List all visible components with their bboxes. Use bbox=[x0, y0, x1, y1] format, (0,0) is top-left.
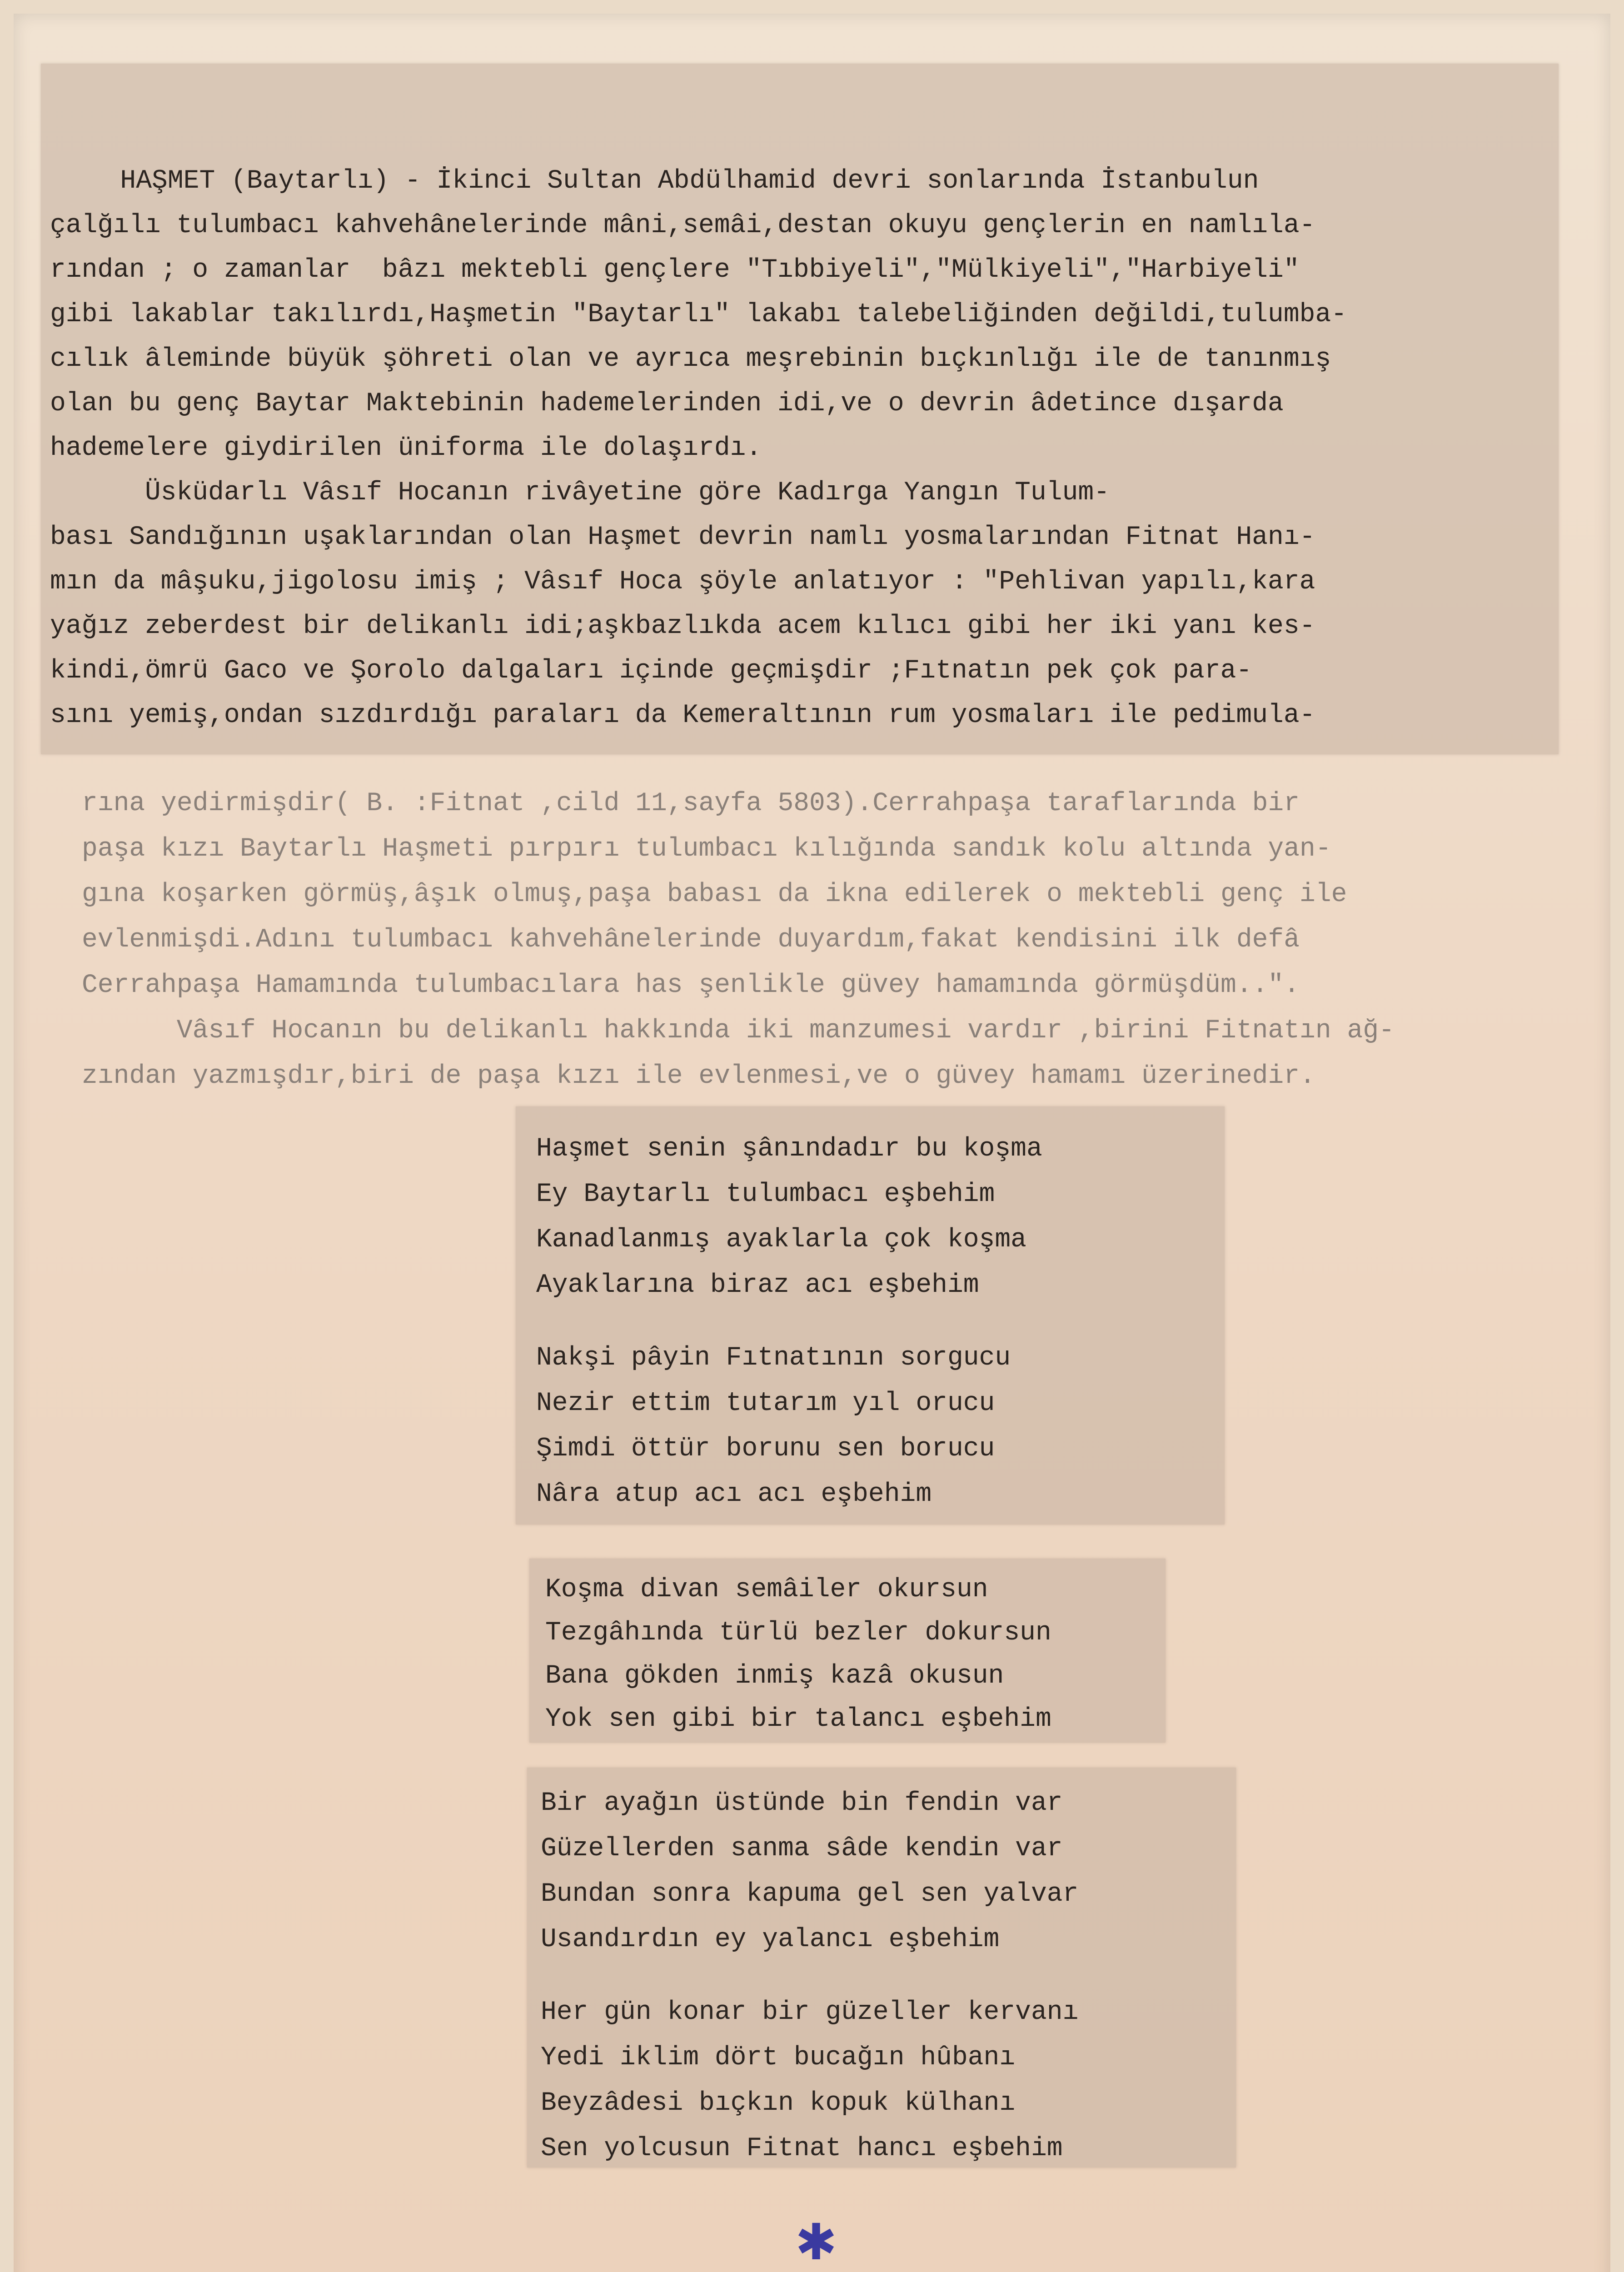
verse-line: Bundan sonra kapuma gel sen yalvar bbox=[541, 1879, 1079, 1909]
text-line: mın da mâşuku,jigolosu imiş ; Vâsıf Hoca şöyle anlatıyor : "Pehlivan yapılı,kara bbox=[50, 567, 1315, 597]
text-line: kindi,ömrü Gaco ve Şorolo dalgaları içinde geçmişdir ;Fıtnatın pek çok para- bbox=[50, 656, 1252, 686]
text-line: Üsküdarlı Vâsıf Hocanın rivâyetine göre Kadırga Yangın Tulum- bbox=[50, 478, 1110, 508]
text-line: rından ; o zamanlar bâzı mektebli gençlere "Tıbbiyeli","Mülkiyeli","Harbiyeli" bbox=[50, 255, 1300, 285]
verse-line: Yok sen gibi bir talancı eşbehim bbox=[545, 1704, 1051, 1734]
text-line: Cerrahpaşa Hamamında tulumbacılara has şenlikle güvey hamamında görmüşdüm..". bbox=[82, 971, 1300, 1000]
verse-line: Bana gökden inmiş kazâ okusun bbox=[545, 1661, 1004, 1691]
verse-line: Bir ayağın üstünde bin fendin var bbox=[541, 1789, 1063, 1818]
verse-line: Nâra atup acı acı eşbehim bbox=[536, 1480, 932, 1509]
text-line: evlenmişdi.Adını tulumbacı kahvehânelerinde duyardım,fakat kendisini ilk defâ bbox=[82, 925, 1300, 955]
text-line: sını yemiş,ondan sızdırdığı paraları da Kemeraltının rum yosmaları ile pedimula- bbox=[50, 701, 1315, 730]
verse-line: Ey Baytarlı tulumbacı eşbehim bbox=[536, 1180, 995, 1209]
verse-line: Koşma divan semâiler okursun bbox=[545, 1575, 988, 1604]
verse-line: Beyzâdesi bıçkın kopuk külhanı bbox=[541, 2088, 1016, 2118]
closing-asterisk-mark: ✱ bbox=[795, 2213, 837, 2271]
verse-line: Haşmet senin şânındadır bu koşma bbox=[536, 1134, 1042, 1164]
verse-line: Nezir ettim tutarım yıl orucu bbox=[536, 1389, 995, 1418]
text-line: olan bu genç Baytar Maktebinin hademelerinden idi,ve o devrin âdetince dışarda bbox=[50, 389, 1284, 419]
text-line: bası Sandığının uşaklarından olan Haşmet devrin namlı yosmalarından Fitnat Hanı- bbox=[50, 523, 1315, 552]
verse-line: Usandırdın ey yalancı eşbehim bbox=[541, 1925, 1000, 1954]
verse-line: Ayaklarına biraz acı eşbehim bbox=[536, 1271, 979, 1300]
text-line: zından yazmışdır,biri de paşa kızı ile evlenmesi,ve o güvey hamamı üzerinedir. bbox=[82, 1061, 1315, 1091]
text-line: yağız zeberdest bir delikanlı idi;aşkbazlıkda acem kılıcı gibi her iki yanı kes- bbox=[50, 612, 1315, 641]
text-line: paşa kızı Baytarlı Haşmeti pırpırı tulumbacı kılığında sandık kolu altında yan- bbox=[82, 834, 1331, 864]
text-line: hademelere giydirilen üniforma ile dolaşırdı. bbox=[50, 433, 762, 463]
verse-line: Yedi iklim dört bucağın hûbanı bbox=[541, 2043, 1016, 2073]
archive-page bbox=[14, 14, 1610, 2272]
text-line: çalğılı tulumbacı kahvehânelerinde mâni,semâi,destan okuyu gençlerin en namlıla- bbox=[50, 211, 1315, 240]
text-line: gibi lakablar takılırdı,Haşmetin "Baytarlı" lakabı talebeliğinden değildi,tulumba- bbox=[50, 300, 1347, 329]
text-line: Vâsıf Hocanın bu delikanlı hakkında iki manzumesi vardır ,birini Fitnatın ağ- bbox=[82, 1016, 1395, 1046]
verse-line: Her gün konar bir güzeller kervanı bbox=[541, 1998, 1079, 2027]
verse-line: Tezgâhında türlü bezler dokursun bbox=[545, 1618, 1051, 1648]
text-line: gına koşarken görmüş,âşık olmuş,paşa babası da ikna edilerek o mektebli genç ile bbox=[82, 880, 1347, 909]
verse-line: Nakşi pâyin Fıtnatının sorgucu bbox=[536, 1343, 1011, 1373]
text-line: HAŞMET (Baytarlı) - İkinci Sultan Abdülhamid devri sonlarında İstanbulun bbox=[73, 166, 1259, 196]
verse-line: Güzellerden sanma sâde kendin var bbox=[541, 1834, 1063, 1863]
verse-line: Kanadlanmış ayaklarla çok koşma bbox=[536, 1225, 1026, 1255]
text-line: rına yedirmişdir( B. :Fitnat ,cild 11,sayfa 5803).Cerrahpaşa taraflarında bir bbox=[82, 789, 1300, 818]
text-line: cılık âleminde büyük şöhreti olan ve ayrıca meşrebinin bıçkınlığı ile de tanınmış bbox=[50, 344, 1331, 374]
verse-line: Şimdi öttür borunu sen borucu bbox=[536, 1434, 995, 1464]
verse-line: Sen yolcusun Fitnat hancı eşbehim bbox=[541, 2134, 1063, 2163]
